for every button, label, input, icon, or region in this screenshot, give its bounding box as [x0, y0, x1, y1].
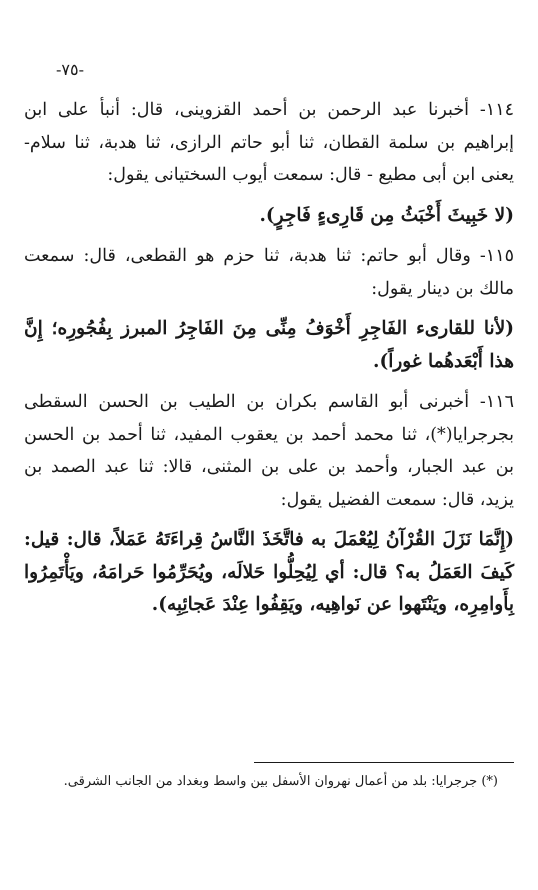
footnote-divider — [254, 762, 514, 763]
footnote: (*) جرجرايا: بلد من أعمال نهروان الأسفل بين واسط وبغداد من الجانب الشرقى. — [63, 774, 498, 789]
quote-116: (إِنَّمَا نَزَلَ القُرْآنُ لِيُعْمَلَ به فاتَّخَذَ النَّاسُ قِراءَتَهُ عَمَلاً، قال: قيل: كَيفَ العَمَلُ به؟ قال: أي لِيُحِلُّوا حَلالَه، ويُحَرِّمُوا حَرامَهُ، ويَأْتَمِرُوا بِأَوامِرِه، ويَنْتَهوا عن نَواهِيه، ويَقِفُوا عِنْدَ عَجائِبِه). — [24, 529, 514, 615]
narration-116: ١١٦- أخبرنى أبو القاسم بكران بن الطيب بن الحسن السقطى بجرجرايا(*)، ثنا محمد أحمد بن يعقوب المفيد، ثنا أحمد بن الحسن بن عبد الجبار، وأحمد بن على بن المثنى، قالا: ثنا عبد الصمد بن يزيد، قال: سمعت الفضيل يقول: — [24, 392, 514, 510]
narration-114: ١١٤- أخبرنا عبد الرحمن بن أحمد القزوينى، قال: أنبأ على ابن إبراهيم بن سلمة القطان، ثنا أبو حاتم الرازى، ثنا هدبة، ثنا سلام- يعنى ابن أبى مطيع - قال: سمعت أيوب السختيانى يقول: — [24, 100, 514, 185]
quote-114: (لا خَبِيثَ أَخْبَثُ مِن قَارِىءٍ فَاجِرٍ). — [259, 204, 514, 226]
page-body — [24, 94, 514, 622]
page-number: -٧٥- — [56, 60, 84, 79]
quote-115: (لأنا للقارىء الفَاجِرِ أَخْوَفُ مِنِّى مِنَ الفَاجِرُ المبرز بِفُجُورِه؛ إِنَّ هذا أَبْعَدهُما غوراً). — [24, 318, 514, 372]
narration-115: ١١٥- وقال أبو حاتم: ثنا هدبة، ثنا حزم هو القطعى، قال: سمعت مالك بن دينار يقول: — [24, 246, 514, 299]
